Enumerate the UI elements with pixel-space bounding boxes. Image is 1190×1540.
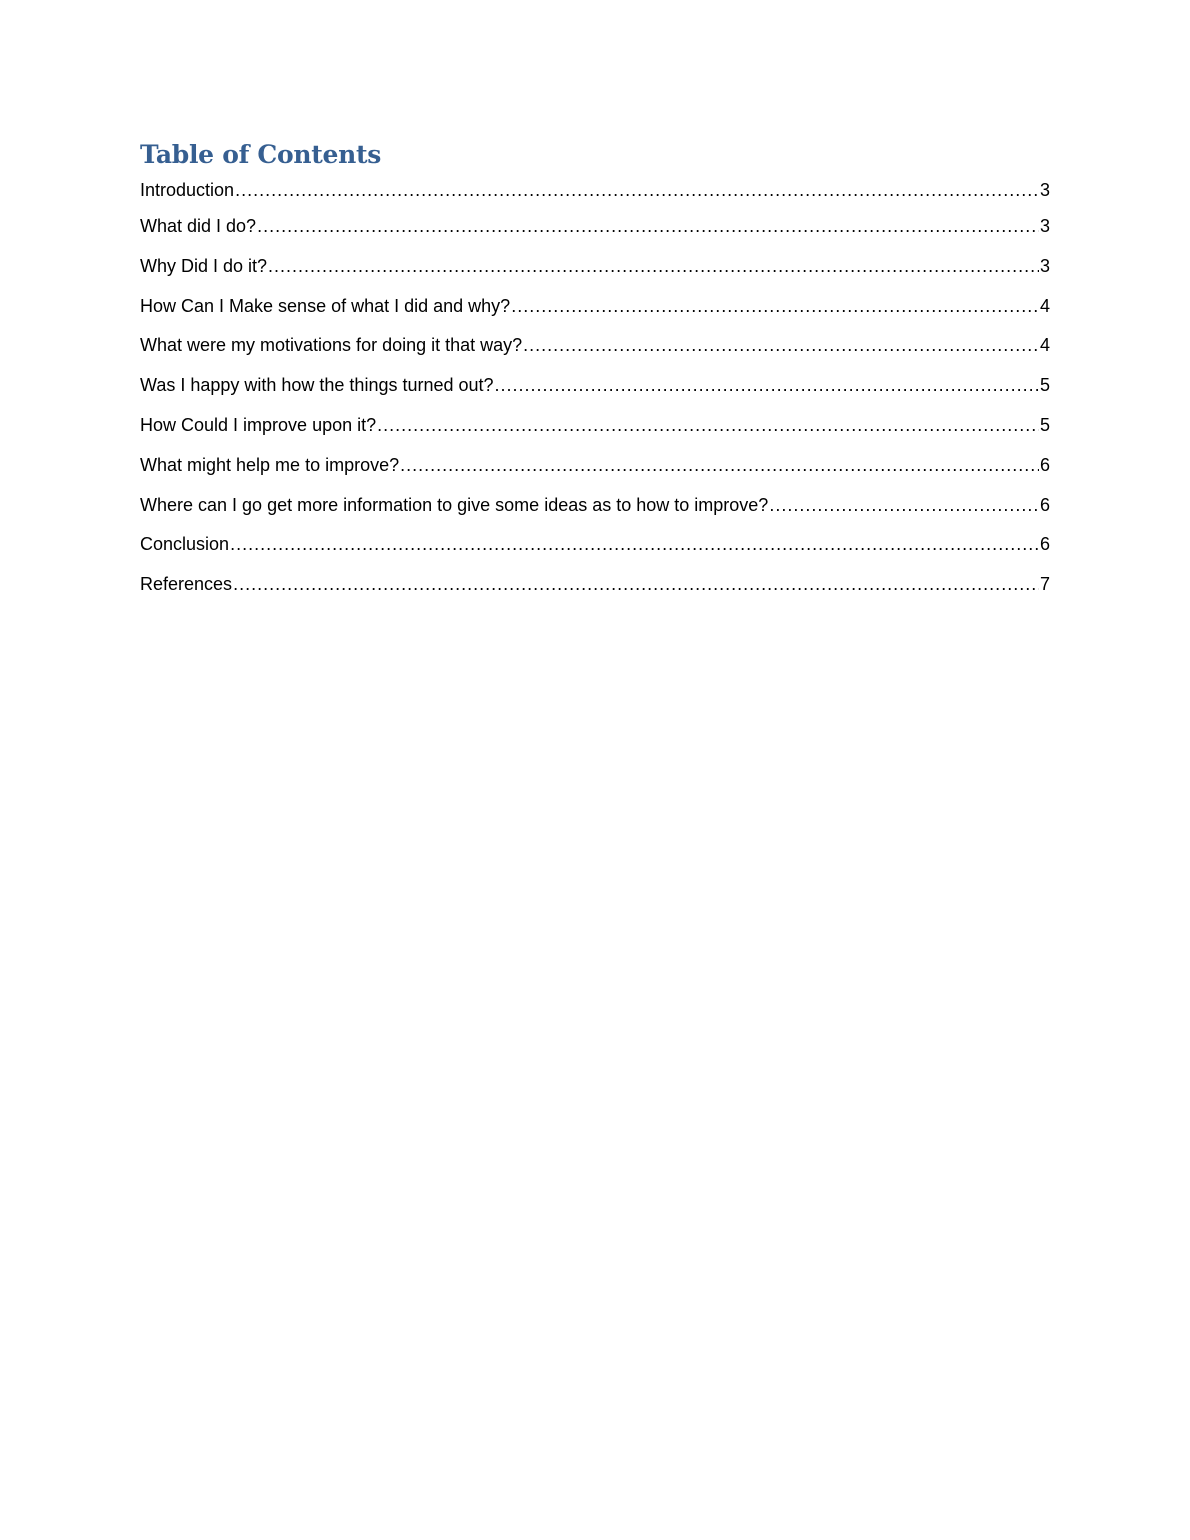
toc-entry-label: Conclusion	[140, 534, 230, 555]
toc-entry-label: How Could I improve upon it?	[140, 414, 377, 435]
toc-entry-more-information[interactable]	[140, 487, 1050, 527]
toc-page-number: 3	[1039, 180, 1050, 200]
toc-entry-label: What were my motivations for doing it that way?	[140, 335, 523, 356]
toc-dot-leader	[377, 407, 1039, 443]
toc-dot-leader	[230, 526, 1039, 562]
toc-dot-leader	[495, 367, 1039, 403]
toc-entry-label: Introduction	[140, 180, 235, 200]
toc-entry-what-did-i-do[interactable]	[140, 208, 1050, 248]
toc-entry-label: Was I happy with how the things turned out?	[140, 375, 494, 396]
toc-entry-improve-upon[interactable]	[140, 407, 1050, 447]
toc-page-number: 6	[1039, 534, 1050, 555]
toc-entry-label: What might help me to improve?	[140, 454, 400, 475]
toc-dot-leader	[511, 288, 1039, 324]
toc-list	[140, 172, 1050, 606]
toc-entry-references[interactable]	[140, 566, 1050, 606]
toc-entry-help-improve[interactable]	[140, 447, 1050, 487]
toc-entry-why-did-i-do-it[interactable]	[140, 248, 1050, 288]
toc-entry-introduction[interactable]	[140, 172, 1050, 208]
toc-page-number: 6	[1039, 454, 1050, 475]
toc-page-number: 6	[1039, 494, 1050, 515]
toc-entry-make-sense[interactable]	[140, 288, 1050, 328]
toc-page-number: 4	[1039, 295, 1050, 316]
toc-dot-leader	[769, 487, 1039, 523]
toc-dot-leader	[233, 566, 1039, 602]
toc-entry-label: References	[140, 574, 233, 595]
toc-heading: Table of Contents	[140, 140, 382, 169]
toc-page-number: 7	[1039, 574, 1050, 595]
toc-dot-leader	[400, 447, 1039, 483]
toc-page-number: 4	[1039, 335, 1050, 356]
toc-entry-label: Where can I go get more information to give some ideas as to how to improve?	[140, 494, 769, 515]
toc-dot-leader	[523, 327, 1039, 363]
toc-page-number: 5	[1039, 375, 1050, 396]
toc-entry-conclusion[interactable]	[140, 526, 1050, 566]
toc-dot-leader	[268, 248, 1039, 284]
toc-entry-label: Why Did I do it?	[140, 255, 268, 276]
table-of-contents	[140, 138, 1050, 606]
toc-page-number: 3	[1039, 255, 1050, 276]
toc-page-number: 5	[1039, 414, 1050, 435]
toc-dot-leader	[235, 172, 1039, 208]
toc-entry-motivations[interactable]	[140, 327, 1050, 367]
toc-page-number: 3	[1039, 216, 1050, 236]
toc-dot-leader	[257, 208, 1039, 244]
toc-entry-label: What did I do?	[140, 216, 257, 236]
toc-entry-label: How Can I Make sense of what I did and why?	[140, 295, 511, 316]
toc-entry-happy[interactable]	[140, 367, 1050, 407]
